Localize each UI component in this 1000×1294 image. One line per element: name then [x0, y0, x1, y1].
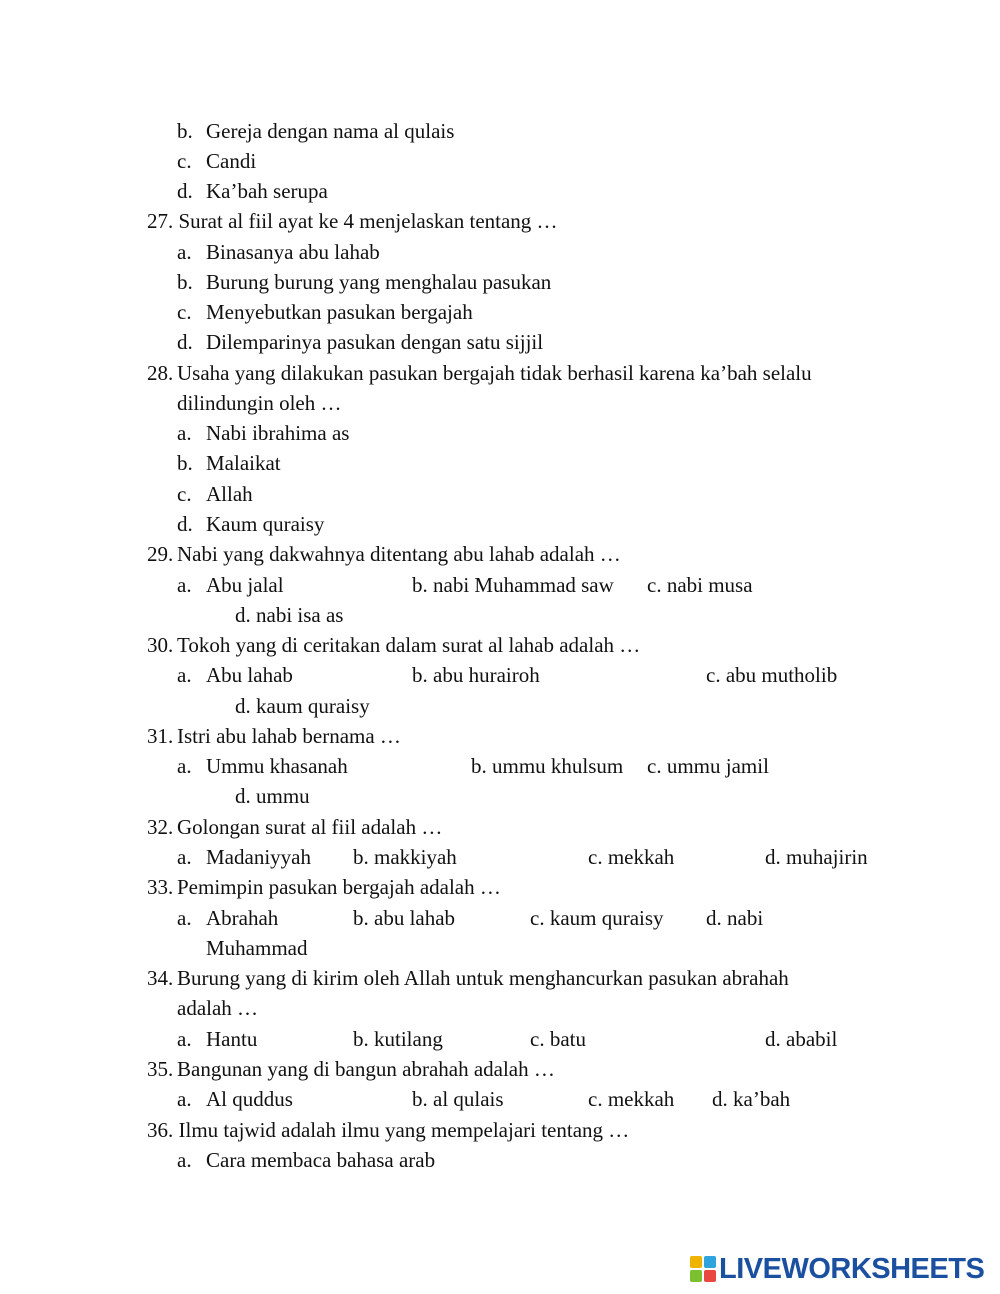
option-marker: d. [177, 512, 193, 536]
option-text: Al quddus [206, 1087, 293, 1111]
liveworksheets-logo [690, 1253, 984, 1285]
question-27: 27. Surat al fiil ayat ke 4 menjelaskan tentang … [147, 209, 558, 233]
option-d: d. kaum quraisy [235, 694, 370, 718]
option-b: b. abu hurairoh [412, 663, 540, 687]
option-b: b. ummu khulsum [471, 754, 624, 778]
option-marker: a. [177, 421, 192, 445]
question-number: 28. [147, 361, 174, 385]
option-marker: a. [177, 1027, 192, 1051]
option-marker: a. [177, 845, 192, 869]
option-marker: c. [177, 149, 192, 173]
option-text: Abu jalal [206, 573, 284, 597]
option-text: Abrahah [206, 906, 279, 930]
option-text: Burung burung yang menghalau pasukan [206, 270, 552, 294]
option-d: d. nabi [706, 906, 764, 930]
option-text: Cara membaca bahasa arab [206, 1148, 436, 1172]
option-marker: a. [177, 663, 192, 687]
option-b: b. nabi Muhammad saw [412, 573, 614, 597]
option-text: Ka’bah serupa [206, 179, 328, 203]
question-33: Pemimpin pasukan bergajah adalah … [177, 875, 501, 899]
question-28-continued: dilindungin oleh … [177, 391, 342, 415]
option-d: d. ababil [765, 1027, 838, 1051]
question-number: 33. [147, 875, 174, 899]
option-c: c. mekkah [588, 845, 675, 869]
option-text: Ummu khasanah [206, 754, 348, 778]
option-text: Dilemparinya pasukan dengan satu sijjil [206, 330, 544, 354]
question-number: 35. [147, 1057, 174, 1081]
question-number: 29. [147, 542, 174, 566]
option-marker: a. [177, 754, 192, 778]
logo-text: LIVEWORKSHEETS [719, 1252, 985, 1285]
question-31: Istri abu lahab bernama … [177, 724, 401, 748]
option-d: d. ka’bah [712, 1087, 791, 1111]
option-c: c. batu [530, 1027, 586, 1051]
question-35: Bangunan yang di bangun abrahah adalah … [177, 1057, 555, 1081]
question-30: Tokoh yang di ceritakan dalam surat al lahab adalah … [177, 633, 641, 657]
option-marker: b. [177, 270, 193, 294]
option-b: b. kutilang [353, 1027, 443, 1051]
option-text: Abu lahab [206, 663, 293, 687]
question-number: 30. [147, 633, 174, 657]
question-34: Burung yang di kirim oleh Allah untuk menghancurkan pasukan abrahah [177, 966, 789, 990]
option-b: b. abu lahab [353, 906, 456, 930]
question-number: 32. [147, 815, 174, 839]
option-c: c. abu mutholib [706, 663, 838, 687]
option-text: Malaikat [206, 451, 281, 475]
question-number: 31. [147, 724, 174, 748]
question-number: 34. [147, 966, 174, 990]
question-32: Golongan surat al fiil adalah … [177, 815, 443, 839]
option-text: Hantu [206, 1027, 258, 1051]
option-text: Nabi ibrahima as [206, 421, 350, 445]
option-marker: a. [177, 1148, 192, 1172]
logo-square [704, 1256, 716, 1268]
option-marker: a. [177, 240, 192, 264]
option-marker: d. [177, 179, 193, 203]
option-marker: a. [177, 573, 192, 597]
option-text: Menyebutkan pasukan bergajah [206, 300, 473, 324]
option-d: d. ummu [235, 784, 310, 808]
option-d: d. muhajirin [765, 845, 868, 869]
option-text: Kaum quraisy [206, 512, 325, 536]
question-29: Nabi yang dakwahnya ditentang abu lahab adalah … [177, 542, 621, 566]
option-text: Candi [206, 149, 257, 173]
question-28: Usaha yang dilakukan pasukan bergajah tidak berhasil karena ka’bah selalu [177, 361, 812, 385]
option-marker: b. [177, 451, 193, 475]
option-text: Allah [206, 482, 253, 506]
option-text: Gereja dengan nama al qulais [206, 119, 455, 143]
option-text: Madaniyyah [206, 845, 311, 869]
option-b: b. makkiyah [353, 845, 457, 869]
logo-square [704, 1270, 716, 1282]
option-d-continued: Muhammad [206, 936, 308, 960]
option-marker: a. [177, 1087, 192, 1111]
option-marker: d. [177, 330, 193, 354]
question-36: 36. Ilmu tajwid adalah ilmu yang mempelajari tentang … [147, 1118, 630, 1142]
option-d: d. nabi isa as [235, 603, 344, 627]
option-marker: c. [177, 300, 192, 324]
question-34-continued: adalah … [177, 996, 259, 1020]
option-b: b. al qulais [412, 1087, 504, 1111]
option-marker: c. [177, 482, 192, 506]
logo-mark-icon [690, 1256, 716, 1282]
option-c: c. mekkah [588, 1087, 675, 1111]
logo-square [690, 1256, 702, 1268]
option-c: c. nabi musa [647, 573, 753, 597]
option-marker: a. [177, 906, 192, 930]
option-text: Binasanya abu lahab [206, 240, 380, 264]
option-c: c. kaum quraisy [530, 906, 664, 930]
option-marker: b. [177, 119, 193, 143]
logo-square [690, 1270, 702, 1282]
option-c: c. ummu jamil [647, 754, 769, 778]
